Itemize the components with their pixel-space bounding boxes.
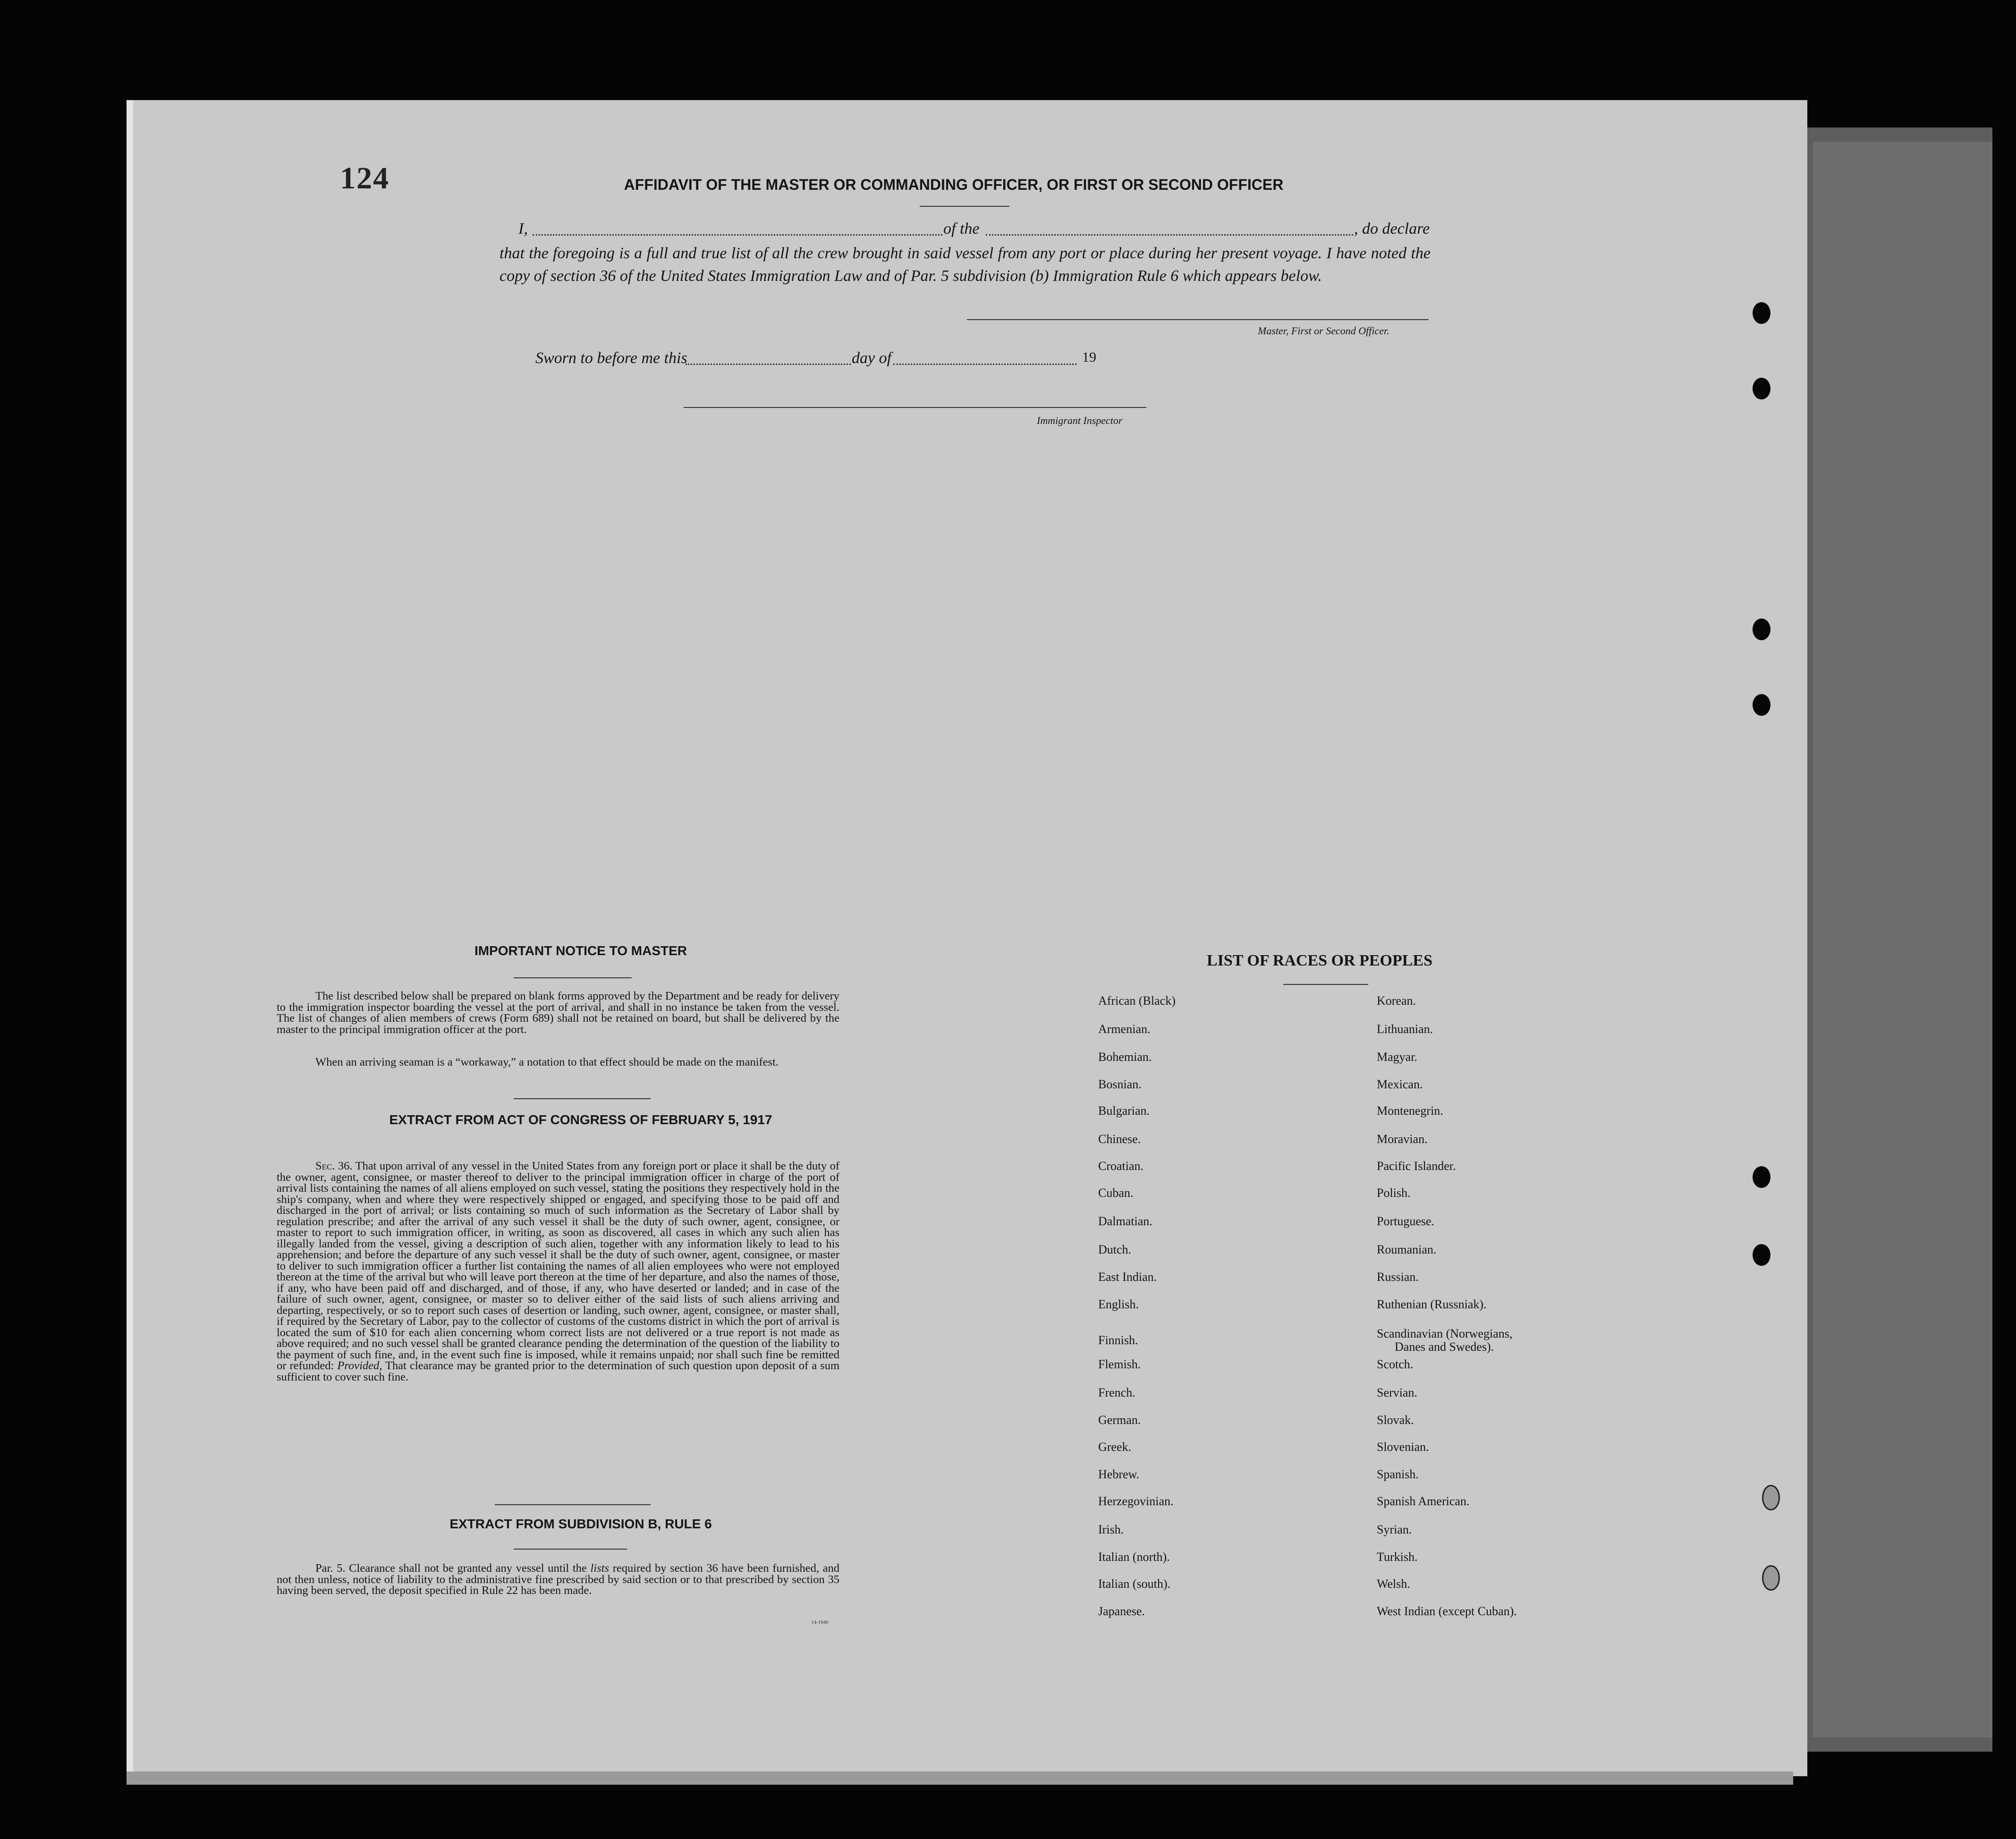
extract-rule-body — [277, 1563, 839, 1596]
provided-word: Provided, — [337, 1359, 382, 1372]
race-left-item: Dutch. — [1098, 1243, 1132, 1256]
race-left-item: German. — [1098, 1413, 1141, 1427]
punch-hole — [1762, 1565, 1780, 1591]
race-left-item: Croatian. — [1098, 1159, 1144, 1173]
race-right-item: Turkish. — [1377, 1550, 1418, 1564]
race-right-item-continuation: Danes and Swedes). — [1395, 1340, 1494, 1354]
punch-hole — [1753, 302, 1770, 324]
race-left-item: African (Black) — [1098, 994, 1176, 1008]
race-left-item: Bosnian. — [1098, 1077, 1142, 1091]
rule-text-after: required by section 36 have been furnished, and not then unless, notice of liability to the administrative fine prescribed by said section or to that prescribed by section 35 having been served, the deposit specified in Rule 22 has been made. — [277, 1562, 839, 1597]
race-right-item: Pacific Islander. — [1377, 1159, 1456, 1173]
punch-hole — [1753, 619, 1770, 640]
race-right-item: Roumanian. — [1377, 1243, 1437, 1256]
race-left-item: Hebrew. — [1098, 1467, 1140, 1481]
race-right-item: Syrian. — [1377, 1523, 1412, 1536]
race-left-item: Greek. — [1098, 1440, 1132, 1454]
race-left-item: French. — [1098, 1386, 1135, 1399]
race-right-item: Lithuanian. — [1377, 1022, 1433, 1036]
vessel-blank — [986, 234, 1353, 236]
race-right-item: Moravian. — [1377, 1132, 1428, 1146]
extract-act-body — [277, 1161, 839, 1382]
race-left-item: East Indian. — [1098, 1270, 1157, 1284]
title-underline — [920, 206, 1009, 207]
race-left-item: Italian (north). — [1098, 1550, 1170, 1564]
page-left-edge — [127, 100, 133, 1776]
race-left-item: Herzegovinian. — [1098, 1494, 1174, 1508]
race-right-item: Spanish American. — [1377, 1494, 1470, 1508]
extract-divider — [495, 1504, 651, 1505]
race-right-item: West Indian (except Cuban). — [1377, 1604, 1517, 1618]
background-page-stack-inner — [1813, 142, 1992, 1737]
race-right-item: Servian. — [1377, 1386, 1417, 1399]
sworn-day-blank — [686, 364, 851, 365]
affidavit-i-label: I, — [518, 220, 528, 237]
race-right-item: Magyar. — [1377, 1050, 1417, 1064]
punch-hole — [1753, 1166, 1770, 1188]
inspector-caption: Immigrant Inspector — [1037, 415, 1123, 426]
race-right-item: Scandinavian (Norwegians, — [1377, 1327, 1513, 1340]
race-left-item: Armenian. — [1098, 1022, 1151, 1036]
sec-36-label: Sec. 36. — [315, 1160, 353, 1172]
sworn-day-of: day of — [852, 349, 892, 367]
notice-underline — [514, 977, 632, 978]
master-caption: Master, First or Second Officer. — [1258, 325, 1389, 337]
race-left-item: Bohemian. — [1098, 1050, 1152, 1064]
master-signature-line — [967, 319, 1429, 320]
race-left-item: Dalmatian. — [1098, 1214, 1152, 1228]
page-number: 124 — [340, 161, 390, 195]
inspector-signature-line — [684, 407, 1146, 408]
sworn-month-blank — [893, 364, 1076, 365]
race-right-item: Portuguese. — [1377, 1214, 1435, 1228]
race-left-item: Flemish. — [1098, 1357, 1141, 1371]
race-left-item: Japanese. — [1098, 1604, 1145, 1618]
race-right-item: Slovenian. — [1377, 1440, 1429, 1454]
rule-text-before: Par. 5. Clearance shall not be granted any vessel until the — [315, 1562, 587, 1575]
form-number: 14-1640 — [811, 1619, 829, 1625]
punch-hole — [1753, 1244, 1770, 1266]
race-left-item: Bulgarian. — [1098, 1104, 1150, 1118]
sworn-prefix: Sworn to before me this — [535, 349, 687, 367]
rule-underline — [514, 1549, 627, 1550]
notice-paragraph-2: When an arriving seaman is a “workaway,” a notation to that effect should be made on the manifest. — [315, 1056, 779, 1068]
race-right-item: Russian. — [1377, 1270, 1419, 1284]
lists-word: lists — [590, 1562, 609, 1575]
sworn-year: 19 — [1082, 349, 1096, 365]
race-left-item: Irish. — [1098, 1523, 1124, 1536]
name-blank — [533, 234, 942, 236]
punch-hole — [1753, 378, 1770, 399]
race-left-item: Cuban. — [1098, 1186, 1134, 1200]
race-left-item: Finnish. — [1098, 1333, 1138, 1347]
race-left-item: English. — [1098, 1297, 1139, 1311]
race-right-item: Polish. — [1377, 1186, 1411, 1200]
races-title: LIST OF RACES OR PEOPLES — [1207, 952, 1433, 969]
affidavit-declare-label: , do declare — [1354, 220, 1430, 237]
race-right-item: Welsh. — [1377, 1577, 1410, 1591]
affidavit-line-3: copy of section 36 of the United States Immigration Law and of Par. 5 subdivision (b) Immigration Rule 6 which appears below. — [500, 267, 1322, 285]
race-right-item: Montenegrin. — [1377, 1104, 1443, 1118]
extract-rule-title: EXTRACT FROM SUBDIVISION B, RULE 6 — [449, 1517, 712, 1531]
race-right-item: Ruthenian (Russniak). — [1377, 1297, 1487, 1311]
race-right-item: Scotch. — [1377, 1357, 1414, 1371]
race-right-item: Slovak. — [1377, 1413, 1414, 1427]
affidavit-of-the-label: of the — [943, 220, 980, 237]
punch-hole — [1753, 694, 1770, 716]
extract-act-title: EXTRACT FROM ACT OF CONGRESS OF FEBRUARY 5, 1917 — [389, 1112, 772, 1127]
races-underline — [1283, 984, 1368, 985]
sec-36-tail: That clearance may be granted prior to the determination of such question upon deposit of a sum sufficient to cover such fine. — [277, 1359, 839, 1383]
notice-paragraph-1: The list described below shall be prepared on blank forms approved by the Department and be ready for delivery to the immigration inspector boarding the vessel at the port of arrival, and shall in no instance be taken from the vessel. The list of changes of alien members of crews (Form 689) shall not be retained on board, but shall be delivered by the master to the principal immigration officer at the port. — [277, 990, 839, 1036]
affidavit-line-2: that the foregoing is a full and true list of all the crew brought in said vessel from any port or place during her present voyage. I have noted the — [500, 245, 1431, 262]
race-left-item: Chinese. — [1098, 1132, 1141, 1146]
race-right-item: Korean. — [1377, 994, 1416, 1008]
race-right-item: Spanish. — [1377, 1467, 1419, 1481]
race-right-item: Mexican. — [1377, 1077, 1423, 1091]
notice-title: IMPORTANT NOTICE TO MASTER — [474, 943, 687, 958]
notice-divider — [514, 1098, 651, 1099]
affidavit-title: AFFIDAVIT OF THE MASTER OR COMMANDING OFFICER, OR FIRST OR SECOND OFFICER — [624, 176, 1284, 193]
sec-36-text: That upon arrival of any vessel in the United States from any foreign port or place it shall be the duty of the owner, agent, consignee, or master thereof to deliver to the principal immigration officer in charge of the port of arrival lists containing the names of all aliens employed on such vessel, stating the positions they respectively hold in the ship's company, when and where they were respectively shipped or engaged, and specifying those to be paid off and discharged in the port of arrival; or lists containing so much of such information as the Secretary of Labor shall by regulation prescribe; and after the arrival of any such vessel it shall be the duty of such owner, agent, consignee, or master to report to such immigration officer, in writing, as soon as discovered, all cases in which any such alien has illegally landed from the vessel, giving a description of such alien, together with any information likely to lead to his apprehension; and before the departure of any such vessel it shall be the duty of such owner, agent, consignee, or master to deliver to such immigration officer a further list containing the names of all alien employees who were not employed thereon at the time of the arrival but who will leave port thereon at the time of her departure, and also the names of those, if any, who have been paid off and discharged, and of those, if any, who have deserted or landed; and in case of the failure of such owner, agent, consignee, or master so to deliver either of the said lists of such aliens arriving and departing, respectively, or so to report such cases of desertion or landing, such owner, agent, consignee, or master shall, if required by the Secretary of Labor, pay to the collector of customs of the customs district in which the port of arrival is located the sum of $10 for each alien concerning whom correct lists are not delivered or a true report is not made as above required; and no such vessel shall be granted clearance pending the determination of the question of the liability to the payment of such fine, and, in the event such fine is imposed, while it remains unpaid; nor shall such fine be remitted or refunded: — [277, 1160, 839, 1372]
race-left-item: Italian (south). — [1098, 1577, 1171, 1591]
punch-hole — [1762, 1485, 1780, 1510]
page-bottom-edge — [127, 1771, 1793, 1785]
